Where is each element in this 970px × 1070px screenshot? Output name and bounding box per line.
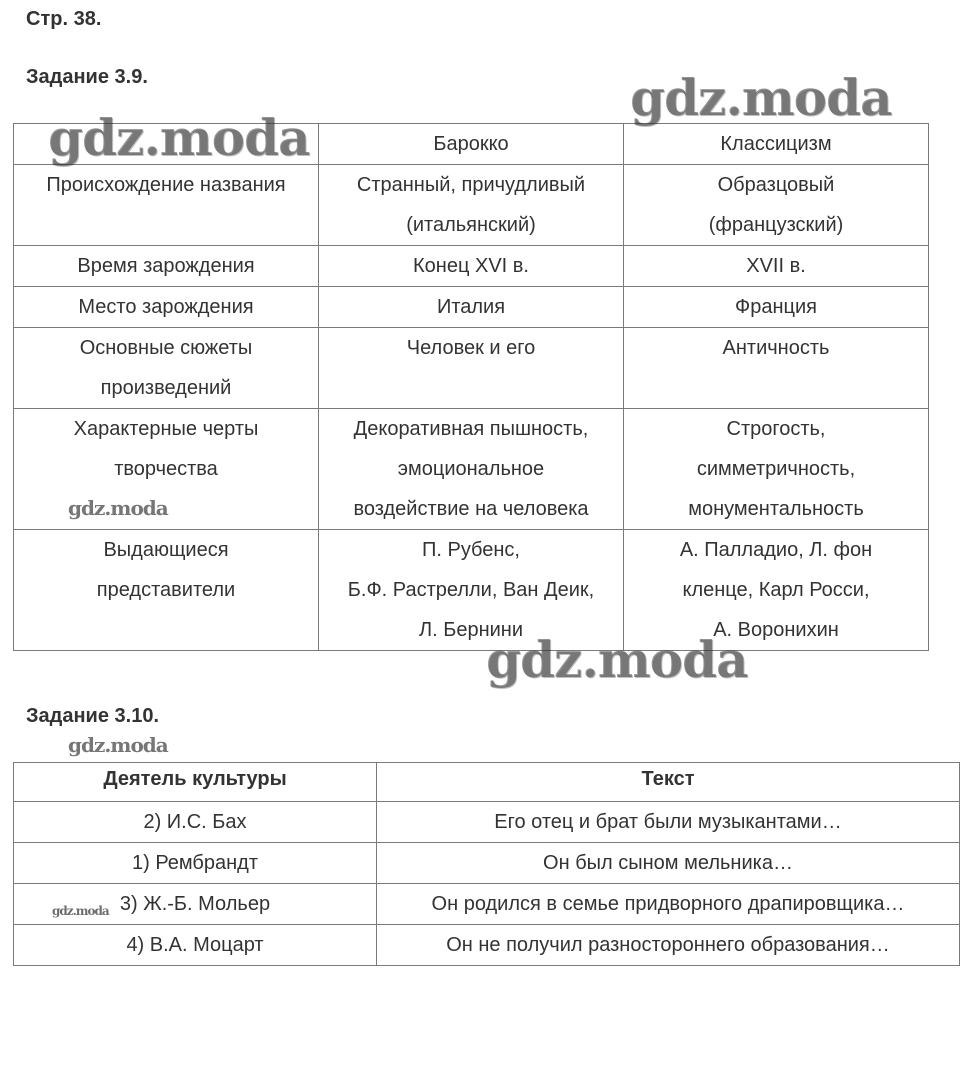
header-text: Текст (377, 763, 960, 802)
cell-text-line: Л. Бернини (418, 619, 524, 641)
row-label-cell (14, 246, 319, 287)
watermark-logo: gdz.moda (68, 733, 168, 757)
baroque-cell (319, 287, 624, 328)
cell-text-line: Характерные черты (73, 418, 259, 440)
figure-cell: 4) В.А. Моцарт (14, 925, 377, 966)
cell-text-line: представители (96, 579, 236, 601)
classicism-cell (624, 328, 929, 409)
classicism-cell (624, 530, 929, 651)
baroque-cell (319, 165, 624, 246)
cell-text-line: Выдающиеся (103, 539, 229, 561)
classicism-cell (624, 409, 929, 530)
table-row (14, 287, 929, 328)
figure-cell: 1) Рембрандт (14, 843, 377, 884)
baroque-cell (319, 530, 624, 651)
header-classicism: Классицизм (624, 124, 929, 165)
text-cell: Он не получил разностороннего образования… (377, 925, 960, 966)
row-label-cell (14, 409, 319, 530)
baroque-cell (319, 409, 624, 530)
cell-text-line: П. Рубенс, (421, 539, 520, 561)
culture-figures-table (13, 762, 960, 966)
cell-text-line: Франция (735, 296, 817, 318)
cell-text-line: симметричность, (696, 458, 856, 480)
table-row (14, 165, 929, 246)
table-row (14, 925, 960, 966)
classicism-cell (624, 287, 929, 328)
table-row (14, 530, 929, 651)
header-figure: Деятель культуры (14, 763, 377, 802)
baroque-cell (319, 328, 624, 409)
classicism-cell (624, 165, 929, 246)
baroque-classicism-table (13, 123, 929, 651)
cell-text-line: Человек и его (406, 337, 536, 359)
cell-text-line: Декоративная пышность, (353, 418, 589, 440)
text-cell: Его отец и брат были музыкантами… (377, 802, 960, 843)
cell-text-line: Италия (436, 296, 506, 318)
row-label-cell (14, 530, 319, 651)
table-row (14, 409, 929, 530)
figure-cell: 3) Ж.-Б. Мольер (14, 884, 377, 925)
cell-text-line: Место зарождения (78, 296, 254, 318)
watermark-logo: gdz.moda (630, 68, 892, 127)
cell-text-line: воздействие на человека (353, 498, 589, 520)
page-number: Стр. 38. (26, 8, 102, 30)
cell-text-line: Конец XVI в. (413, 255, 529, 277)
cell-text-line: А. Воронихин (713, 619, 839, 641)
table-row (14, 246, 929, 287)
table-row (14, 843, 960, 884)
task-3-9-title: Задание 3.9. (26, 66, 148, 88)
watermark-logo: gdz.moda (68, 496, 168, 520)
row-label-cell (14, 287, 319, 328)
cell-text-line: эмоциональное (397, 458, 545, 480)
cell-text-line: Строгость, (726, 418, 826, 440)
cell-text-line: (итальянский) (406, 214, 536, 236)
watermark-logo: gdz.moda (486, 630, 748, 689)
cell-text-line: Время зарождения (77, 255, 255, 277)
task-3-10-title: Задание 3.10. (26, 705, 160, 727)
cell-text-line: Странный, причудливый (356, 174, 586, 196)
cell-text-line: Б.Ф. Растрелли, Ван Деик, (347, 579, 595, 601)
cell-text-line: Основные сюжеты (79, 337, 253, 359)
figure-cell: 2) И.С. Бах (14, 802, 377, 843)
table-row (14, 328, 929, 409)
table-header-row (14, 763, 960, 802)
cell-text-line: произведений (100, 377, 232, 399)
watermark-logo: gdz.moda (48, 108, 310, 167)
cell-text-line: кленце, Карл Росси, (682, 579, 870, 601)
table-header-row (14, 124, 929, 165)
table-row (14, 884, 960, 925)
row-label-cell (14, 328, 319, 409)
row-label-cell (14, 165, 319, 246)
watermark-logo: gdz.moda (52, 904, 109, 918)
cell-text-line: (французский) (708, 214, 844, 236)
table-row (14, 802, 960, 843)
cell-text-line: Античность (722, 337, 830, 359)
header-empty-cell (14, 124, 319, 165)
cell-text-line: монументальность (688, 498, 864, 520)
text-cell: Он был сыном мельника… (377, 843, 960, 884)
cell-text-line: XVII в. (746, 255, 806, 277)
classicism-cell (624, 246, 929, 287)
cell-text-line: Образцовый (717, 174, 835, 196)
text-cell: Он родился в семье придворного драпировщика… (377, 884, 960, 925)
cell-text-line: творчества (114, 458, 218, 480)
cell-text-line: А. Палладио, Л. фон (679, 539, 873, 561)
header-baroque: Барокко (319, 124, 624, 165)
baroque-cell (319, 246, 624, 287)
cell-text-line: Происхождение названия (46, 174, 286, 196)
